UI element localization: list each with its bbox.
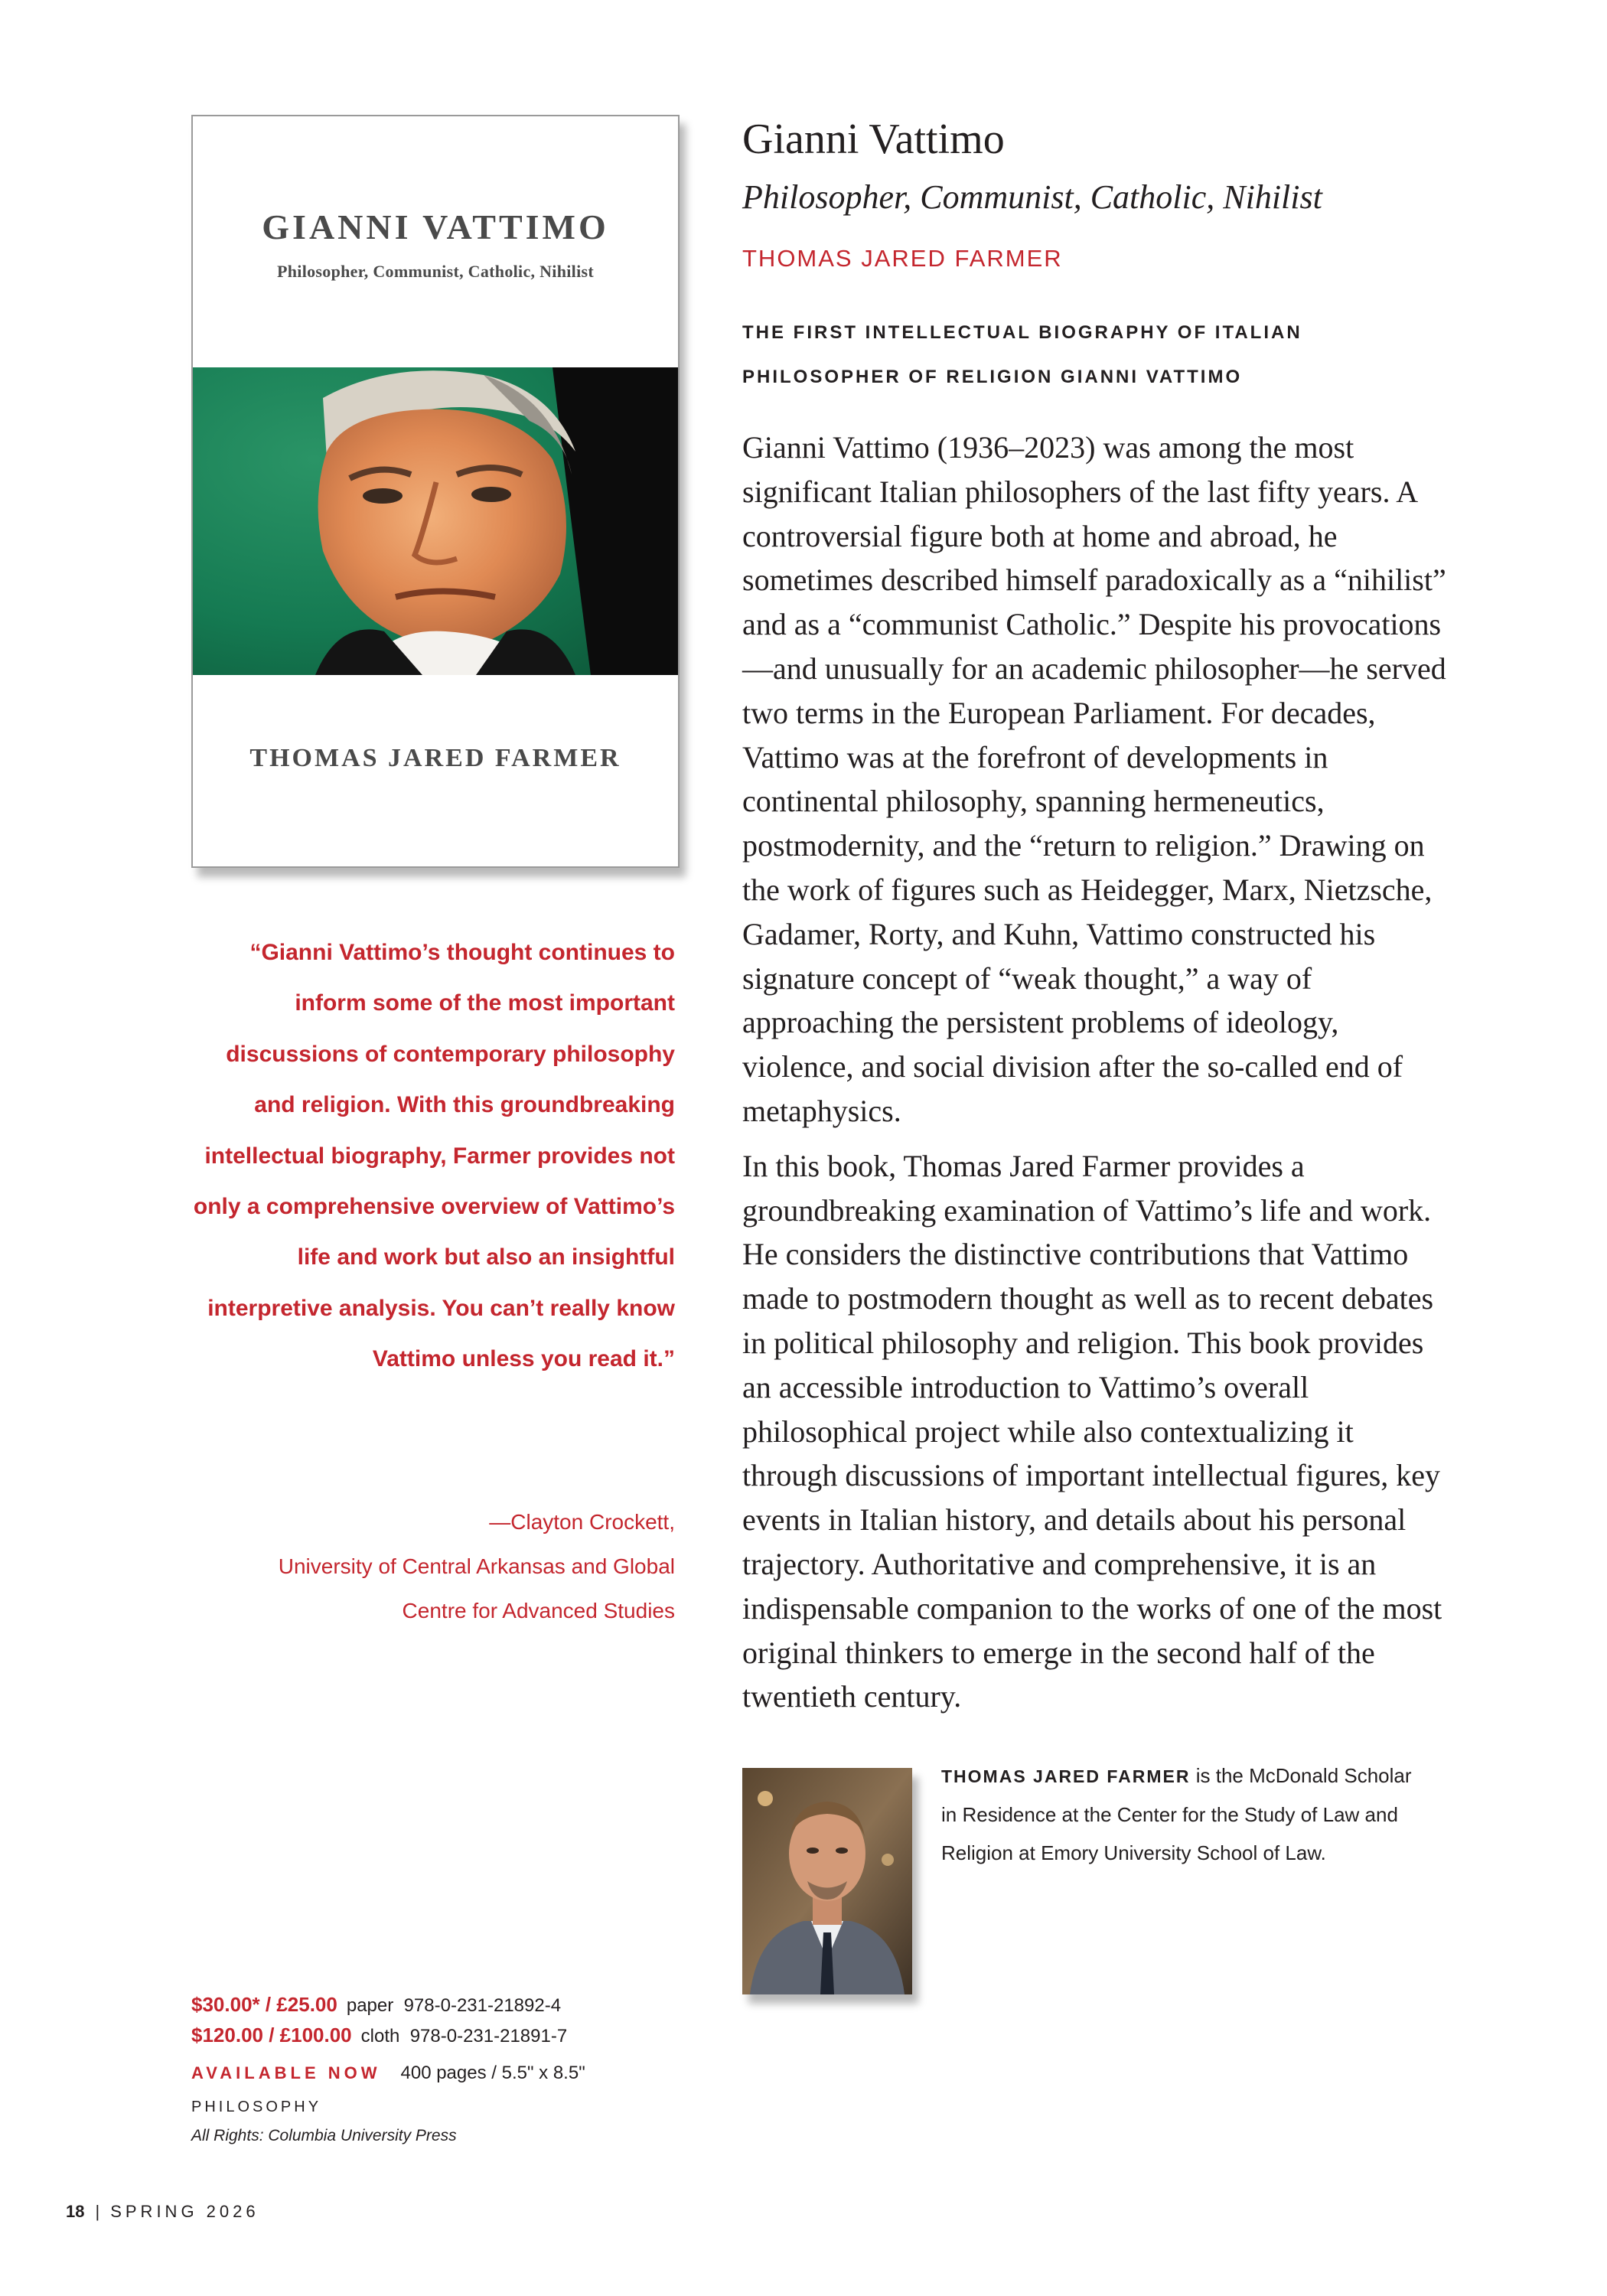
description-paragraph: In this book, Thomas Jared Farmer provides a groundbreaking examination of Vattimo’s life and work. He considers the distinctive contributions that Vattimo made to postmodern thought as well as to recent debates in political philosophy and religion. This book provides an accessible introduction to Vattimo’s overall philosophical project while also contextualizing it through discussions of important intellectual figures, key events in Italian history, and details about his personal trajectory. Authoritative and comprehensive, it is an indispensable companion to the works of one of the most original thinkers to emerge in the second half of the twentieth century. — [742, 1148, 1442, 1714]
cloth-price-line — [191, 2020, 727, 2051]
page-number: 18 — [66, 2202, 85, 2221]
cover-portrait-image — [193, 367, 678, 675]
attribution-line: University of Central Arkansas and Global — [278, 1554, 675, 1578]
page-footer — [66, 2202, 259, 2222]
paper-format: paper — [346, 1995, 394, 2016]
cover-subtitle: Philosopher, Communist, Catholic, Nihilist — [277, 262, 594, 281]
book-specs: 400 pages / 5.5" x 8.5" — [400, 2063, 585, 2083]
paper-price: $30.00* / £25.00 — [191, 1993, 337, 2016]
author-bio-name: THOMAS JARED FARMER — [941, 1766, 1191, 1786]
author-bio — [941, 1756, 1416, 1872]
description-paragraph: Gianni Vattimo (1936–2023) was among the most significant Italian philosophers of the last fifty years. A controversial figure both at home and abroad, he sometimes described himself paradoxically as a “nihilist” and as a “communist Catholic.” Despite his provocations—and unusually for an academic philosopher—he served two terms in the European Parliament. For decades, Vattimo was at the forefront of developments in continental philosophy, spanning hermeneutics, postmodernity, and the “return to religion.” Drawing on the work of figures such as Heidegger, Marx, Nietzsche, Gadamer, Rorty, and Kuhn, Vattimo constructed his signature concept of “weak thought,” a way of approaching the persistent problems of ideology, violence, and social division after the so-called end of metaphysics. — [742, 430, 1446, 1128]
book-category: PHILOSOPHY — [191, 2099, 322, 2115]
paper-isbn: 978-0-231-21892-4 — [403, 1995, 562, 2016]
rights-note: All Rights: Columbia University Press — [191, 2127, 457, 2144]
cloth-isbn: 978-0-231-21891-7 — [409, 2026, 568, 2047]
pricing-info — [191, 1990, 727, 2145]
cloth-price: $120.00 / £100.00 — [191, 2024, 352, 2047]
tagline-line: THE FIRST INTELLECTUAL BIOGRAPHY OF ITALIAN — [742, 322, 1302, 343]
attribution-line: Centre for Advanced Studies — [402, 1599, 675, 1623]
availability-line — [191, 2059, 727, 2088]
cloth-format: cloth — [360, 2026, 400, 2047]
cover-title: GIANNI VATTIMO — [262, 207, 609, 246]
paper-price-line — [191, 1990, 727, 2020]
book-title: Gianni Vattimo — [742, 116, 1005, 163]
availability-status: AVAILABLE NOW — [191, 2063, 381, 2082]
book-description — [742, 426, 1454, 1730]
tagline-line: PHILOSOPHER OF RELIGION GIANNI VATTIMO — [742, 367, 1243, 387]
endorsement-attribution — [191, 1500, 675, 1633]
attribution-line: —Clayton Crockett, — [489, 1510, 675, 1534]
author-photo — [742, 1768, 912, 1994]
cover-author: THOMAS JARED FARMER — [249, 744, 621, 772]
catalog-season: SPRING 2026 — [110, 2202, 259, 2221]
book-cover — [191, 115, 680, 868]
book-tagline — [742, 311, 1416, 400]
endorsement-quote: “Gianni Vattimo’s thought continues to inform some of the most important discussions of contemporary philosophy and religion. With this groundbreaking intellectual biography, Farmer provides not only a comprehensive overview of Vattimo’s life and work but also an insightful interpretive analysis. You can’t really know Vattimo unless you read it.” — [193, 940, 675, 1372]
author-bio-text: is the McDonald Scholar in Residence at the Center for the Study of Law and Religion at Emory University School of Law. — [941, 1764, 1412, 1864]
footer-separator: | — [95, 2202, 100, 2221]
book-subtitle: Philosopher, Communist, Catholic, Nihilist — [742, 178, 1322, 216]
book-author: THOMAS JARED FARMER — [742, 245, 1063, 272]
